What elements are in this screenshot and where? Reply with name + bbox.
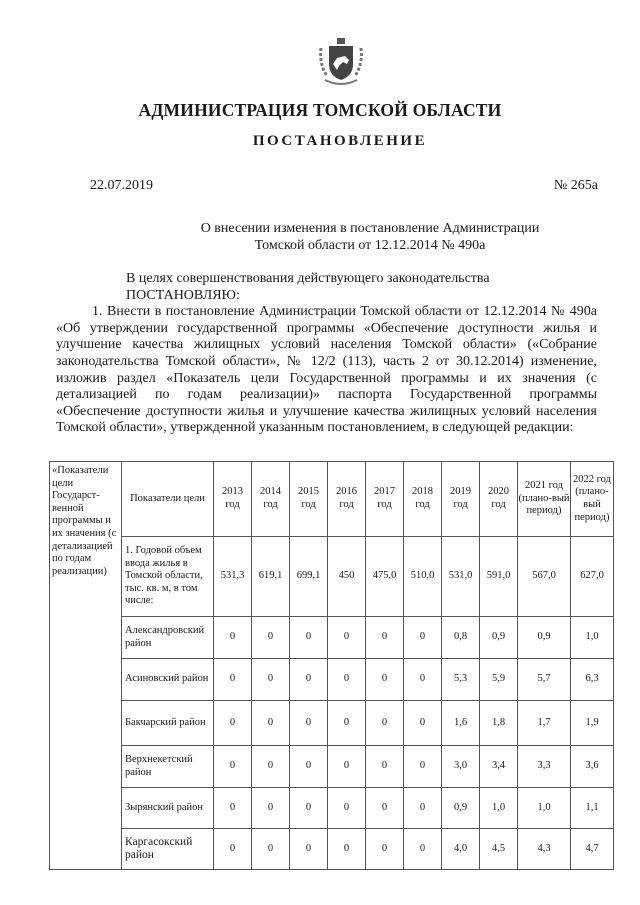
value-cell: 0 <box>404 617 442 659</box>
value-cell: 0 <box>252 701 290 746</box>
header-cell: 2013 год <box>214 462 252 537</box>
table-row <box>50 746 614 788</box>
value-cell: 0 <box>366 659 404 701</box>
value-cell: 0 <box>252 829 290 870</box>
value-cell: 5,9 <box>480 659 518 701</box>
district-name: Каргасокский район <box>122 829 214 870</box>
header-cell: 2022 год (плано-вый период) <box>571 462 614 537</box>
header-cell: Показатели цели <box>122 462 214 537</box>
value-cell: 5,3 <box>442 659 480 701</box>
value-cell: 531,3 <box>214 537 252 617</box>
value-cell: 0 <box>214 746 252 788</box>
value-cell: 591,0 <box>480 537 518 617</box>
document-type: ПОСТАНОВЛЕНИЕ <box>252 133 428 149</box>
table-row <box>50 701 614 746</box>
value-cell: 0 <box>290 617 328 659</box>
value-cell: 0 <box>290 746 328 788</box>
value-cell: 6,3 <box>571 659 614 701</box>
value-cell: 0 <box>214 659 252 701</box>
value-cell: 3,4 <box>480 746 518 788</box>
preamble: В целях совершенствования действующего законодательства <box>126 271 490 286</box>
value-cell: 0 <box>404 701 442 746</box>
value-cell: 4,0 <box>442 829 480 870</box>
value-cell: 0 <box>252 788 290 829</box>
table-row <box>50 659 614 701</box>
value-cell: 699,1 <box>290 537 328 617</box>
header-cell: 2021 год (плано-вый период) <box>518 462 571 537</box>
value-cell: 627,0 <box>571 537 614 617</box>
indicator-name: 1. Годовой объем ввода жилья в Томской области, тыс. кв. м, в том числе: <box>122 537 214 617</box>
subject-line-1: О внесении изменения в постановление Администрации <box>200 221 540 236</box>
value-cell: 567,0 <box>518 537 571 617</box>
value-cell: 0 <box>290 659 328 701</box>
item-1: 1. Внести в постановление Администрации Томской области от 12.12.2014 № 490а «Об утверждении государственной программы «Обеспечение доступности жилья и улучшение качества жилищных условий населения Томской области» («Собрание законодательства Томской области», № 12/2 (113), часть 2 от 30.12.2014) изменение, изложив раздел «Показатель цели Государственной программы и их значения (с детализацией по годам реализации)» паспорта Государственной программы «Обеспечение доступности жилья и улучшение качества жилищных условий населения Томской области», утвержденной указанным постановлением, в следующей редакции: <box>56 304 597 436</box>
document-body <box>56 271 597 437</box>
table-header-row <box>50 462 614 537</box>
value-cell: 0 <box>366 788 404 829</box>
table-row <box>50 829 614 870</box>
value-cell: 0 <box>328 788 366 829</box>
table-row <box>50 617 614 659</box>
document-date: 22.07.2019 <box>90 178 153 193</box>
value-cell: 0 <box>290 788 328 829</box>
value-cell: 0 <box>252 746 290 788</box>
value-cell: 475,0 <box>366 537 404 617</box>
value-cell: 0 <box>328 746 366 788</box>
value-cell: 3,0 <box>442 746 480 788</box>
value-cell: 0 <box>290 701 328 746</box>
document-subject <box>80 220 600 254</box>
value-cell: 0 <box>328 701 366 746</box>
value-cell: 0 <box>404 829 442 870</box>
header-cell: 2016 год <box>328 462 366 537</box>
value-cell: 1,0 <box>571 617 614 659</box>
value-cell: 4,3 <box>518 829 571 870</box>
value-cell: 0 <box>214 829 252 870</box>
header-cell: 2014 год <box>252 462 290 537</box>
value-cell: 0 <box>214 788 252 829</box>
value-cell: 0 <box>366 746 404 788</box>
value-cell: 0 <box>366 701 404 746</box>
value-cell: 0 <box>404 659 442 701</box>
value-cell: 0 <box>366 617 404 659</box>
row-group-label: «Показатели цели Государст-венной программы и их значения (с детализацией по годам реализации) <box>50 462 122 870</box>
value-cell: 450 <box>328 537 366 617</box>
value-cell: 1,6 <box>442 701 480 746</box>
value-cell: 619,1 <box>252 537 290 617</box>
district-name: Верхнекетский район <box>122 746 214 788</box>
header-cell: 2020 год <box>480 462 518 537</box>
value-cell: 0 <box>404 746 442 788</box>
value-cell: 4,7 <box>571 829 614 870</box>
header-cell: 2017 год <box>366 462 404 537</box>
value-cell: 0 <box>328 617 366 659</box>
value-cell: 0,9 <box>518 617 571 659</box>
district-name: Бакчарский район <box>122 701 214 746</box>
value-cell: 3,6 <box>571 746 614 788</box>
value-cell: 1,8 <box>480 701 518 746</box>
district-name: Зырянский район <box>122 788 214 829</box>
subject-line-2: Томской области от 12.12.2014 № 490а <box>254 238 486 253</box>
value-cell: 0 <box>290 829 328 870</box>
decree-word: ПОСТАНОВЛЯЮ: <box>126 287 240 303</box>
value-cell: 0,9 <box>480 617 518 659</box>
value-cell: 0 <box>214 617 252 659</box>
value-cell: 0 <box>328 659 366 701</box>
value-cell: 0 <box>404 788 442 829</box>
district-name: Александровский район <box>122 617 214 659</box>
value-cell: 1,0 <box>480 788 518 829</box>
value-cell: 0 <box>214 701 252 746</box>
value-cell: 0,8 <box>442 617 480 659</box>
value-cell: 0 <box>252 617 290 659</box>
value-cell: 1,0 <box>518 788 571 829</box>
value-cell: 1,1 <box>571 788 614 829</box>
value-cell: 5,7 <box>518 659 571 701</box>
district-name: Асиновский район <box>122 659 214 701</box>
organization-title: АДМИНИСТРАЦИЯ ТОМСКОЙ ОБЛАСТИ <box>138 100 502 120</box>
value-cell: 3,3 <box>518 746 571 788</box>
indicators-table <box>49 461 614 870</box>
value-cell: 4,5 <box>480 829 518 870</box>
header-cell: 2019 год <box>442 462 480 537</box>
value-cell: 0 <box>366 829 404 870</box>
header-cell: 2015 год <box>290 462 328 537</box>
coat-of-arms-icon <box>317 30 365 90</box>
document-number: № 265а <box>553 178 598 193</box>
header-cell: 2018 год <box>404 462 442 537</box>
value-cell: 0 <box>328 829 366 870</box>
table-row <box>50 788 614 829</box>
value-cell: 1,9 <box>571 701 614 746</box>
value-cell: 0,9 <box>442 788 480 829</box>
value-cell: 1,7 <box>518 701 571 746</box>
value-cell: 0 <box>252 659 290 701</box>
value-cell: 531,0 <box>442 537 480 617</box>
table-row <box>50 537 614 617</box>
value-cell: 510,0 <box>404 537 442 617</box>
